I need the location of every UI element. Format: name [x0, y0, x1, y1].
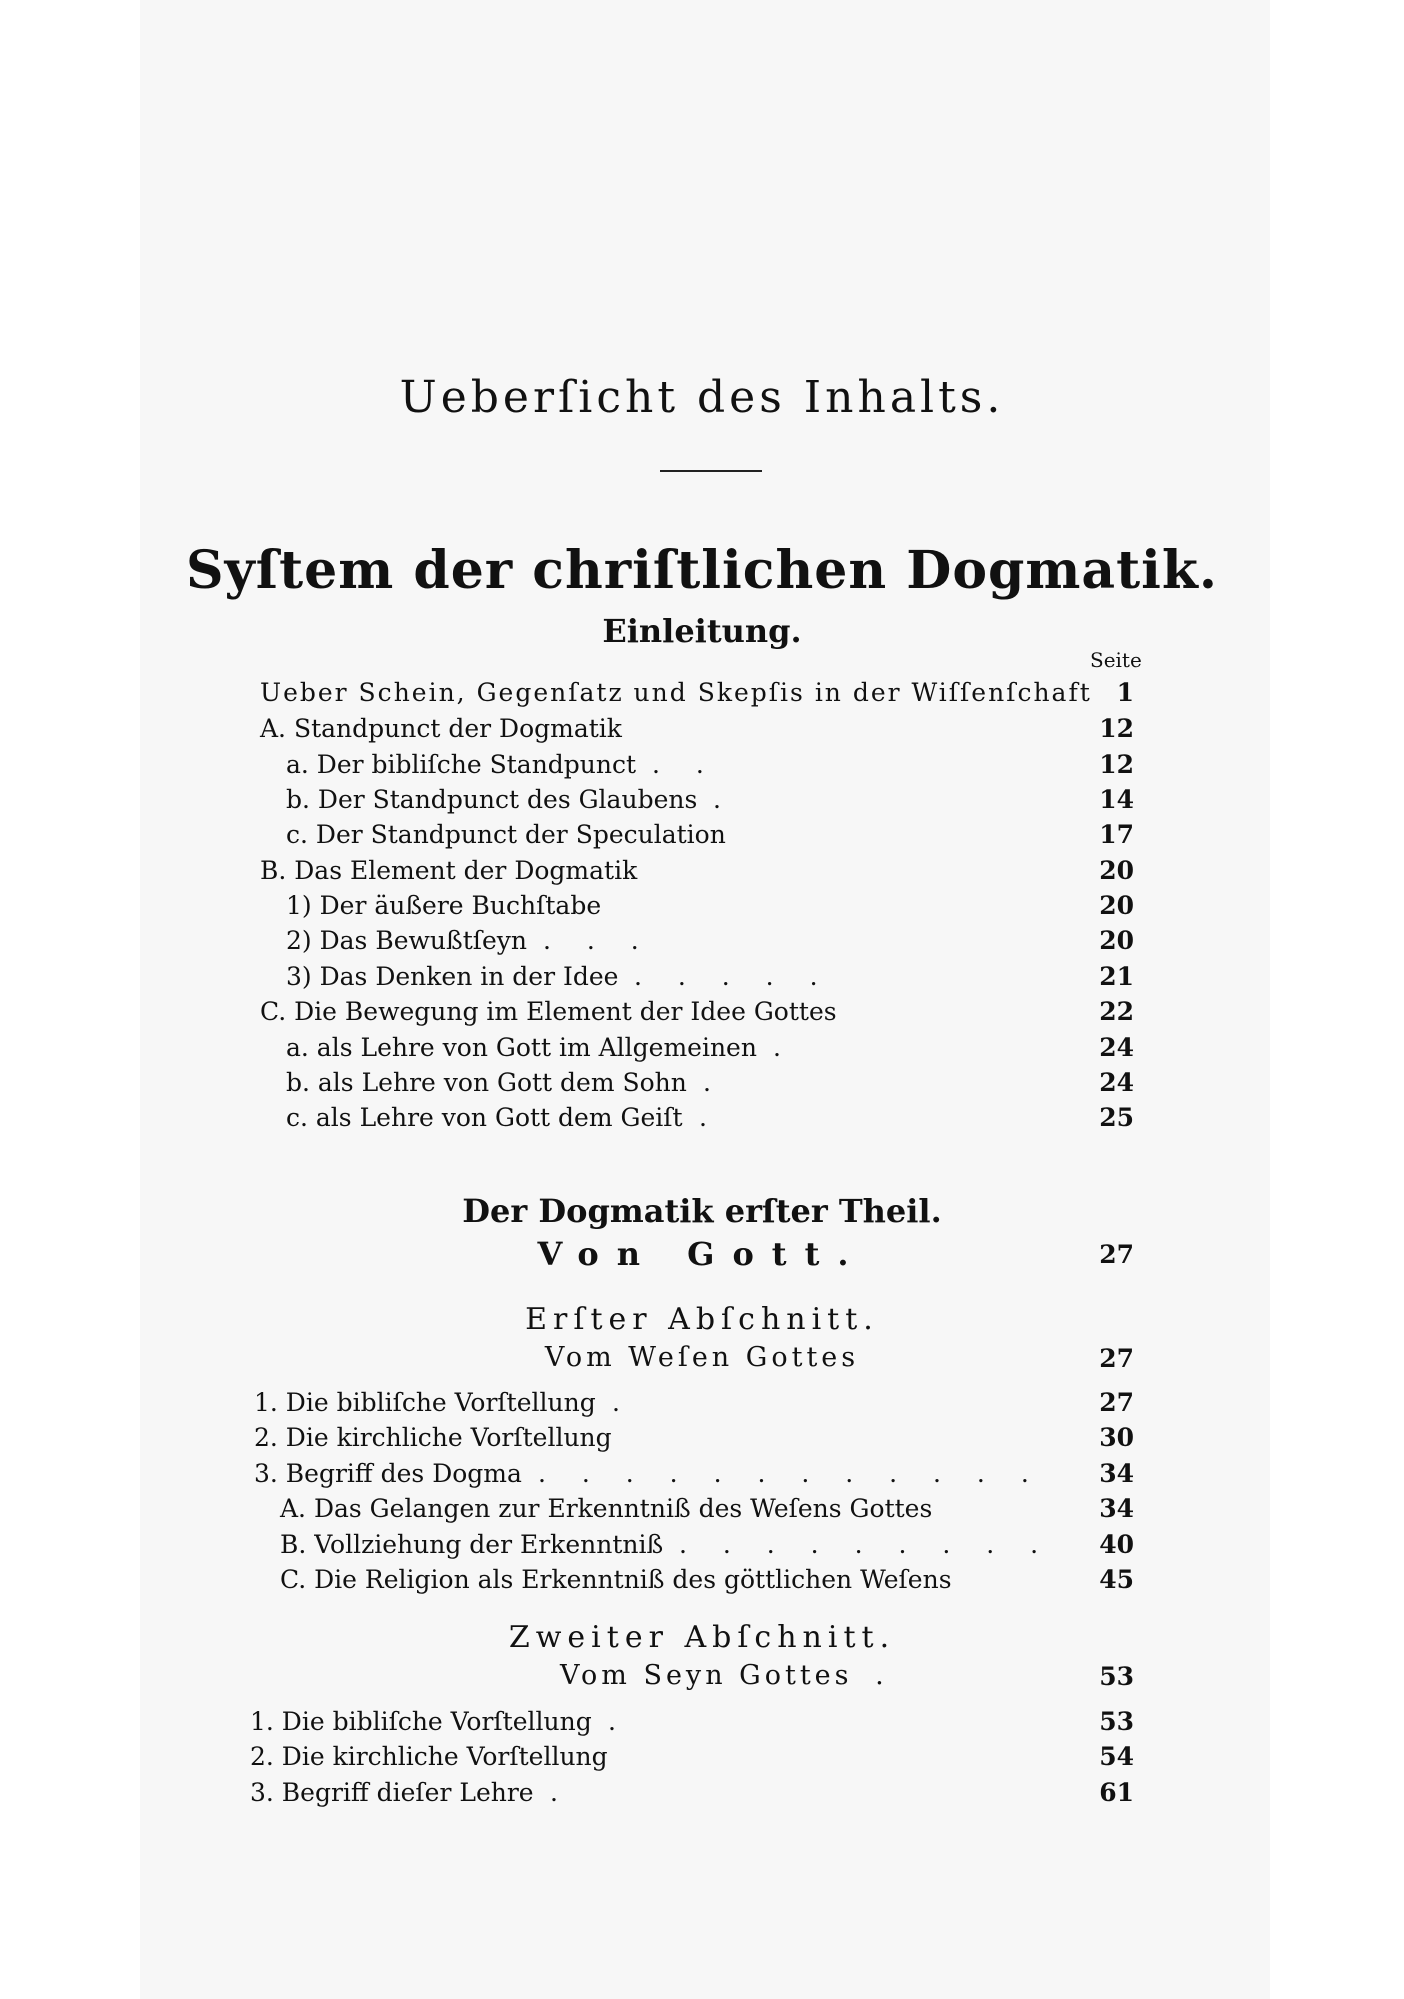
title-rule	[660, 470, 762, 472]
toc-page-number: 25	[1099, 1103, 1134, 1132]
toc-leader-dots: .	[608, 1707, 630, 1736]
toc-page-number: 12	[1099, 714, 1134, 743]
toc-leader-dots: .	[703, 1068, 725, 1097]
toc-page-number: 20	[1099, 891, 1134, 920]
toc-entry-text: A. Standpunct der Dogmatik	[260, 714, 622, 743]
section-one-title: Erſter Abſchnitt.	[525, 1302, 879, 1337]
toc-page-number: 30	[1099, 1423, 1134, 1452]
toc-page-number: 45	[1099, 1565, 1134, 1594]
toc-page-number: 22	[1099, 997, 1134, 1026]
toc-leader-dots: . . . . . . . . . . . .	[538, 1459, 1043, 1488]
toc-row	[286, 960, 1134, 994]
toc-entry-text: b. als Lehre von Gott dem Sohn	[286, 1068, 687, 1097]
toc-row	[286, 889, 1134, 923]
toc-entry-text: 1. Die bibliſche Vorſtellung	[250, 1707, 592, 1736]
section-two-subtitle-dots: .	[875, 1660, 888, 1691]
main-title: Syſtem der chriſtlichen Dogmatik.	[185, 540, 1219, 601]
einleitung-heading: Einleitung.	[602, 612, 802, 650]
toc-row	[250, 1740, 1134, 1774]
toc-leader-dots: . . . . .	[634, 962, 832, 991]
toc-page-number: 61	[1099, 1778, 1134, 1807]
toc-row	[254, 1386, 1134, 1420]
section-two-title: Zweiter Abſchnitt.	[508, 1620, 896, 1655]
toc-entry-text: b. Der Standpunct des Glaubens	[286, 785, 698, 814]
toc-row	[286, 1066, 1134, 1100]
toc-page-number: 1	[1116, 678, 1134, 707]
toc-page-number: 21	[1099, 962, 1134, 991]
toc-entry-text: C. Die Religion als Erkenntniß des göttlichen Weſens	[280, 1565, 952, 1594]
toc-page-number: 40	[1099, 1530, 1134, 1559]
toc-leader-dots: . . . . . . . . .	[679, 1530, 1053, 1559]
toc-page-number: 14	[1099, 785, 1134, 814]
toc-page-number: 24	[1099, 1033, 1134, 1062]
toc-entry-text: 3. Begriff dieſer Lehre	[250, 1778, 534, 1807]
toc-page-number: 27	[1099, 1388, 1134, 1417]
section-two-subtitle-page: 53	[1099, 1662, 1134, 1691]
toc-row	[260, 854, 1134, 888]
toc-entry-text: C. Die Bewegung im Element der Idee Gottes	[260, 997, 837, 1026]
toc-row	[286, 1101, 1134, 1135]
toc-entry-text: 2. Die kirchliche Vorſtellung	[250, 1742, 608, 1771]
toc-entry-text: 2) Das Bewußtſeyn	[286, 926, 528, 955]
toc-entry-text: a. Der bibliſche Standpunct	[286, 750, 637, 779]
toc-leader-dots: .	[550, 1778, 572, 1807]
toc-page-number: 54	[1099, 1742, 1134, 1771]
toc-row	[280, 1528, 1134, 1562]
toc-leader-dots: .	[699, 1103, 721, 1132]
toc-page-number: 34	[1099, 1459, 1134, 1488]
toc-entry-text: 2. Die kirchliche Vorſtellung	[254, 1423, 612, 1452]
toc-row	[260, 995, 1134, 1029]
toc-entry-text: c. als Lehre von Gott dem Geiſt	[286, 1103, 683, 1132]
part-one-subtitle-page: 27	[1099, 1240, 1134, 1269]
toc-leader-dots: .	[773, 1033, 795, 1062]
toc-row	[250, 1705, 1134, 1739]
toc-entry-text: 3. Begriff des Dogma	[254, 1459, 522, 1488]
toc-page-number: 20	[1099, 926, 1134, 955]
toc-entry-text: A. Das Gelangen zur Erkenntniß des Weſens Gottes	[280, 1494, 933, 1523]
toc-entry-text: c. Der Standpunct der Speculation	[286, 820, 726, 849]
section-one-subtitle-page: 27	[1099, 1344, 1134, 1373]
toc-page-number: 17	[1099, 820, 1134, 849]
overview-title: Ueberſicht des Inhalts.	[399, 372, 1005, 423]
toc-entry-text: Ueber Schein, Gegenſatz und Skepſis in der Wiſſenſchaft	[260, 678, 1092, 707]
toc-entry-text: 1) Der äußere Buchſtabe	[286, 891, 602, 920]
toc-row	[260, 712, 1134, 746]
toc-page-number: 20	[1099, 856, 1134, 885]
toc-page-number: 12	[1099, 750, 1134, 779]
toc-row	[286, 1031, 1134, 1065]
part-one-title: Der Dogmatik erſter Theil.	[462, 1192, 942, 1230]
toc-leader-dots: .	[612, 1388, 634, 1417]
toc-row	[254, 1421, 1134, 1455]
toc-entry-text: 1. Die bibliſche Vorſtellung	[254, 1388, 596, 1417]
toc-row	[286, 924, 1134, 958]
toc-page-number: 34	[1099, 1494, 1134, 1523]
toc-row	[280, 1492, 1134, 1526]
toc-leader-dots: . .	[652, 750, 718, 779]
toc-row	[254, 1457, 1134, 1491]
toc-row	[286, 748, 1134, 782]
toc-entry-text: a. als Lehre von Gott im Allgemeinen	[286, 1033, 757, 1062]
toc-page-number: 53	[1099, 1707, 1134, 1736]
toc-row	[286, 783, 1134, 817]
toc-row	[250, 1776, 1134, 1810]
section-one-subtitle: Vom Weſen Gottes	[544, 1342, 860, 1373]
toc-row	[286, 818, 1134, 852]
part-one-subtitle: Von Gott.	[537, 1235, 867, 1273]
toc-row	[280, 1563, 1134, 1597]
toc-row	[260, 676, 1134, 710]
toc-page-number: 24	[1099, 1068, 1134, 1097]
toc-entry-text: B. Das Element der Dogmatik	[260, 856, 638, 885]
toc-leader-dots: .	[713, 785, 735, 814]
section-two-subtitle-text: Vom Seyn Gottes	[560, 1660, 853, 1691]
toc-leader-dots: . . .	[543, 926, 653, 955]
seite-label: Seite	[1090, 648, 1142, 672]
toc-entry-text: 3) Das Denken in der Idee	[286, 962, 619, 991]
section-two-subtitle	[560, 1660, 888, 1691]
toc-entry-text: B. Vollziehung der Erkenntniß	[280, 1530, 664, 1559]
